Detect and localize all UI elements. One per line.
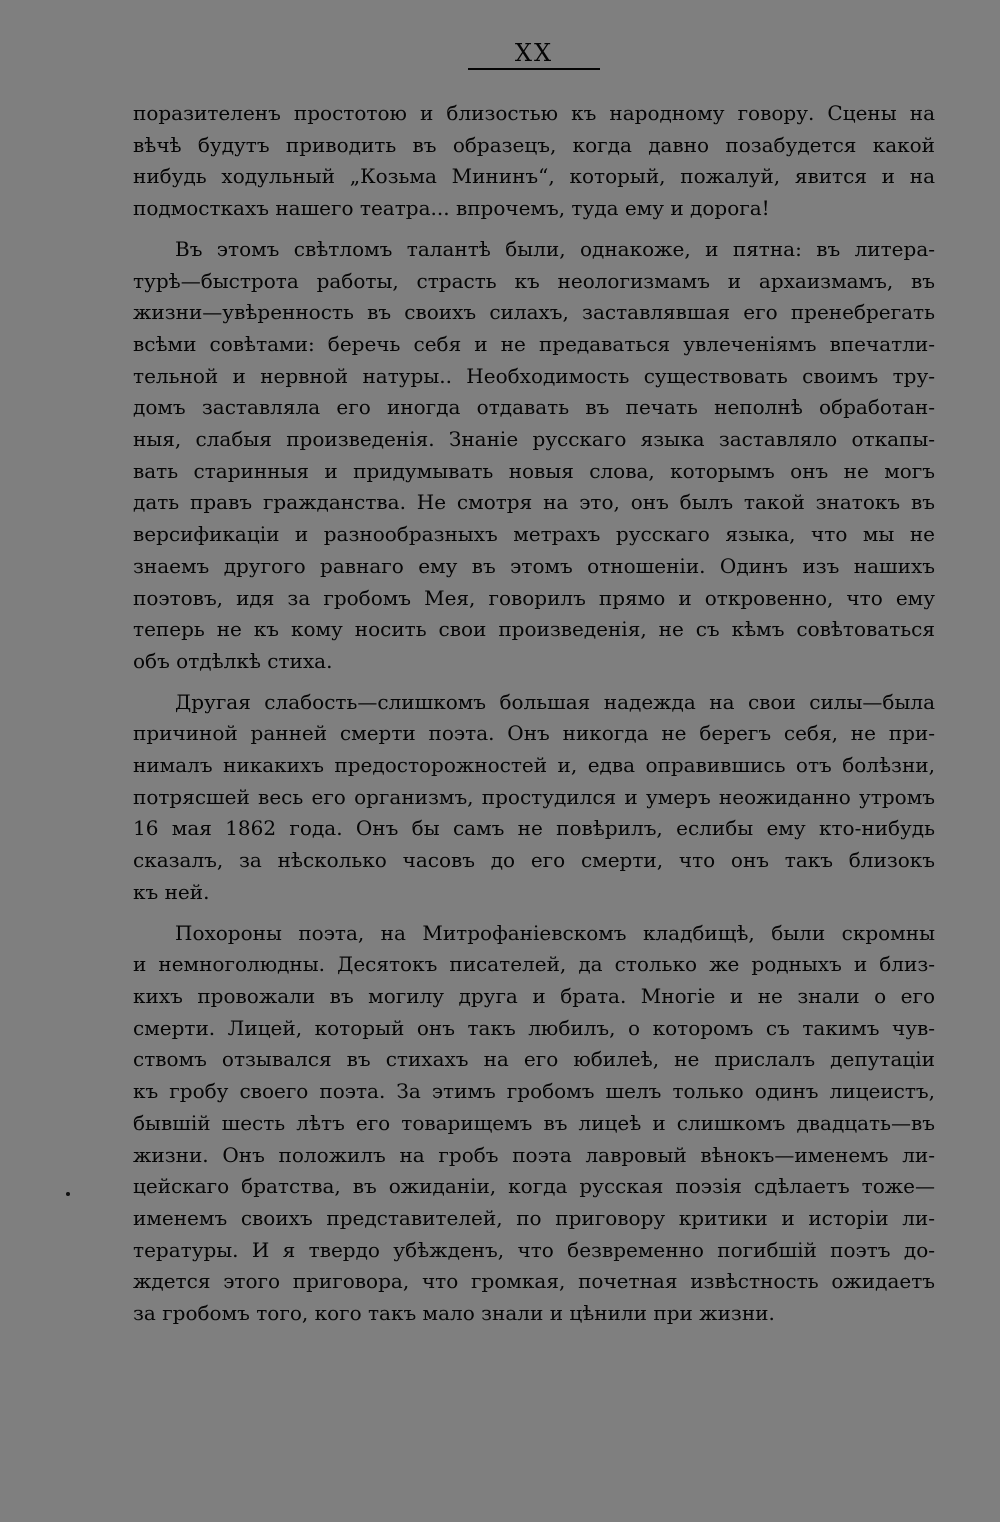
page-number-rule [468, 68, 600, 70]
text-line: подмосткахъ нашего театра... впрочемъ, туда ему и дорога! [133, 196, 770, 221]
text-line: Въ этомъ свѣтломъ талантѣ были, однакоже, и пятна: въ литера- [175, 236, 935, 261]
text-line: нималъ никакихъ предосторожностей и, едва оправившись отъ болѣзни, [133, 753, 935, 778]
text-body [133, 98, 935, 1339]
text-line: къ гробу своего поэта. За этимъ гробомъ шелъ только одинъ лицеистъ, [133, 1079, 935, 1104]
text-line: турѣ—быстрота работы, страсть къ неологизмамъ и архаизмамъ, въ [133, 268, 935, 293]
text-line: тельной и нервной натуры.. Необходимость существовать своимъ тру- [133, 363, 935, 388]
text-line: цейскаго братства, въ ожиданіи, когда русская поэзія сдѣлаетъ тоже— [133, 1174, 935, 1199]
text-line: всѣми совѣтами: беречь себя и не предаваться увлеченіямъ впечатли- [133, 331, 935, 356]
text-line: бывшій шесть лѣтъ его товарищемъ въ лицеѣ и слишкомъ двадцать—въ [133, 1110, 935, 1135]
paragraph-4 [133, 918, 935, 1330]
text-line: вѣчѣ будутъ приводить въ образецъ, когда давно позабудется какой [133, 132, 935, 157]
text-line: вать старинныя и придумывать новыя слова, которымъ онъ не могъ [133, 458, 935, 483]
text-line: сказалъ, за нѣсколько часовъ до его смерти, что онъ такъ близокъ [133, 848, 935, 873]
print-speck [66, 1192, 70, 1196]
text-line: поэтовъ, идя за гробомъ Мея, говорилъ прямо и откровенно, что ему [133, 585, 935, 610]
text-line: домъ заставляла его иногда отдавать въ печать неполнѣ обработан- [133, 395, 935, 420]
text-line: тературы. И я твердо убѣжденъ, что безвременно погибшій поэтъ до- [133, 1237, 935, 1262]
paragraph-3 [133, 687, 935, 909]
text-line: версификаціи и разнообразныхъ метрахъ русскаго языка, что мы не [133, 522, 935, 547]
text-line: и немноголюдны. Десятокъ писателей, да столько же родныхъ и близ- [133, 952, 935, 977]
page-number: XX [514, 39, 554, 67]
text-line: ствомъ отзывался въ стихахъ на его юбилеѣ, не прислалъ депутаціи [133, 1047, 935, 1072]
text-line: нибудь ходульный „Козьма Мининъ“, который, пожалуй, явится и на [133, 164, 935, 189]
text-line: знаемъ другого равнаго ему въ этомъ отношеніи. Одинъ изъ нашихъ [133, 553, 935, 578]
text-line: потрясшей весь его организмъ, простудился и умеръ неожиданно утромъ [133, 784, 935, 809]
text-line: жизни—увѣренность въ своихъ силахъ, заставлявшая его пренебрегать [133, 300, 935, 325]
text-line: поразителенъ простотою и близостью къ народному говору. Сцены на [133, 101, 935, 125]
text-line: именемъ своихъ представителей, по приговору критики и исторіи ли- [133, 1205, 935, 1230]
text-line: 16 мая 1862 года. Онъ бы самъ не повѣрилъ, еслибы ему кто-нибудь [133, 816, 935, 841]
paragraph-1 [133, 98, 935, 225]
text-line: Похороны поэта, на Митрофаніевскомъ кладбищѣ, были скромны [175, 920, 935, 945]
paragraph-2 [133, 234, 935, 678]
text-line: за гробомъ того, кого такъ мало знали и цѣнили при жизни. [133, 1301, 775, 1326]
text-line: къ ней. [133, 879, 210, 904]
text-line: объ отдѣлкѣ стиха. [133, 648, 333, 673]
text-line: причиной ранней смерти поэта. Онъ никогда не берегъ себя, не при- [133, 721, 935, 746]
text-line: жизни. Онъ положилъ на гробъ поэта лавровый вѣнокъ—именемъ ли- [133, 1142, 935, 1167]
text-line: ждется этого приговора, что громкая, почетная извѣстность ожидаетъ [133, 1269, 935, 1294]
text-line: ныя, слабыя произведенія. Знаніе русскаго языка заставляло откапы- [133, 427, 935, 452]
text-line: смерти. Лицей, который онъ такъ любилъ, о которомъ съ такимъ чув- [133, 1015, 935, 1040]
text-line: Другая слабость—слишкомъ большая надежда на свои силы—была [175, 689, 935, 714]
text-line: теперь не къ кому носить свои произведенія, не съ кѣмъ совѣтоваться [133, 617, 935, 642]
text-line: дать правъ гражданства. Не смотря на это, онъ былъ такой знатокъ въ [133, 490, 935, 515]
text-line: кихъ провожали въ могилу друга и брата. Многіе и не знали о его [133, 983, 935, 1008]
